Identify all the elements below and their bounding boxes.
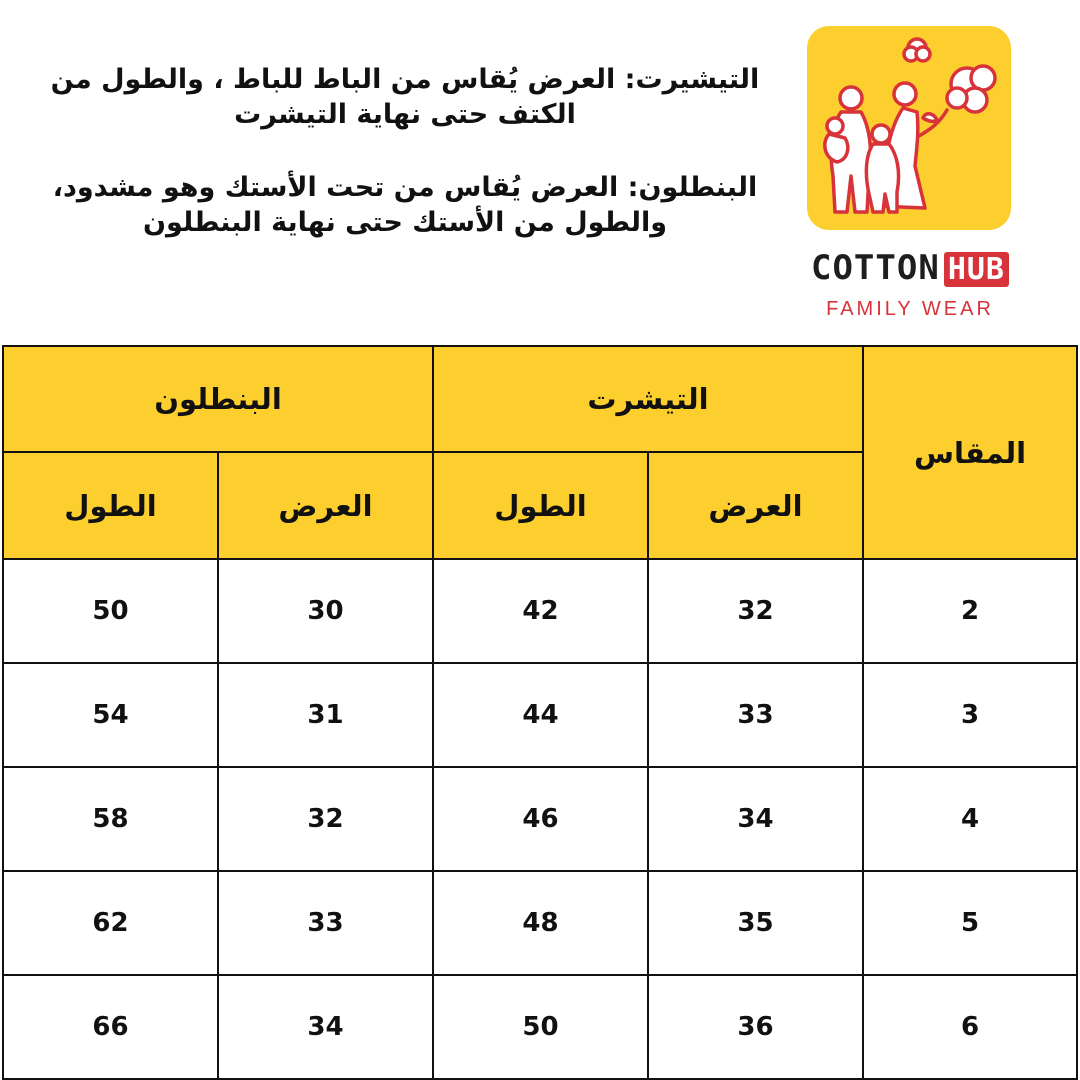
size-chart-table	[2, 345, 1078, 1080]
tshirt-width-cell: 34	[648, 767, 863, 871]
pants-width-cell: 33	[218, 871, 433, 975]
tshirt-note-line-1: التيشيرت: العرض يُقاس من الباط للباط ، والطول من	[50, 64, 760, 95]
brand-word-accent: HUB	[944, 252, 1009, 287]
pants-width-cell: 31	[218, 663, 433, 767]
tshirt-length-cell: 48	[433, 871, 648, 975]
pants-note-line-1: البنطلون: العرض يُقاس من تحت الأستك وهو مشدود،	[52, 172, 758, 204]
pants-width-cell: 32	[218, 767, 433, 871]
pants-width-header: العرض	[218, 452, 433, 559]
tshirt-width-cell: 32	[648, 559, 863, 663]
brand-tagline: FAMILY WEAR	[826, 298, 994, 320]
tshirt-length-cell: 42	[433, 559, 648, 663]
size-cell: 4	[863, 767, 1077, 871]
size-header: المقاس	[863, 346, 1077, 559]
size-cell: 3	[863, 663, 1077, 767]
tshirt-width-cell: 36	[648, 975, 863, 1079]
pants-length-cell: 58	[3, 767, 218, 871]
brand-word-main: COTTON	[810, 248, 940, 288]
table-row	[3, 767, 1077, 871]
pants-length-cell: 62	[3, 871, 218, 975]
pants-length-cell: 66	[3, 975, 218, 1079]
tshirt-width-cell: 33	[648, 663, 863, 767]
tshirt-length-cell: 46	[433, 767, 648, 871]
notes-spacer	[20, 132, 790, 170]
pants-length-header: الطول	[3, 452, 218, 559]
pants-width-cell: 34	[218, 975, 433, 1079]
pants-length-cell: 54	[3, 663, 218, 767]
tshirt-length-header: الطول	[433, 452, 648, 559]
table-row	[3, 871, 1077, 975]
measurement-notes	[20, 62, 790, 240]
family-cotton-icon	[807, 26, 1011, 230]
tshirt-note-line-2: الكتف حتى نهاية التيشرت	[234, 99, 576, 131]
pants-length-cell: 50	[3, 559, 218, 663]
pants-width-cell: 30	[218, 559, 433, 663]
table-row	[3, 663, 1077, 767]
table-row	[3, 975, 1077, 1079]
size-cell: 5	[863, 871, 1077, 975]
pants-header: البنطلون	[3, 346, 433, 452]
tshirt-length-cell: 44	[433, 663, 648, 767]
tshirt-width-cell: 35	[648, 871, 863, 975]
tshirt-width-header: العرض	[648, 452, 863, 559]
size-cell: 2	[863, 559, 1077, 663]
tshirt-length-cell: 50	[433, 975, 648, 1079]
brand-wordmark	[795, 248, 1025, 288]
pants-note-line-2: والطول من الأستك حتى نهاية البنطلون	[142, 207, 668, 239]
table-row	[3, 559, 1077, 663]
table-header-row	[3, 346, 1077, 452]
tshirt-header: التيشرت	[433, 346, 863, 452]
size-cell: 6	[863, 975, 1077, 1079]
logo-tile	[807, 26, 1011, 230]
brand-logo	[795, 22, 1025, 322]
